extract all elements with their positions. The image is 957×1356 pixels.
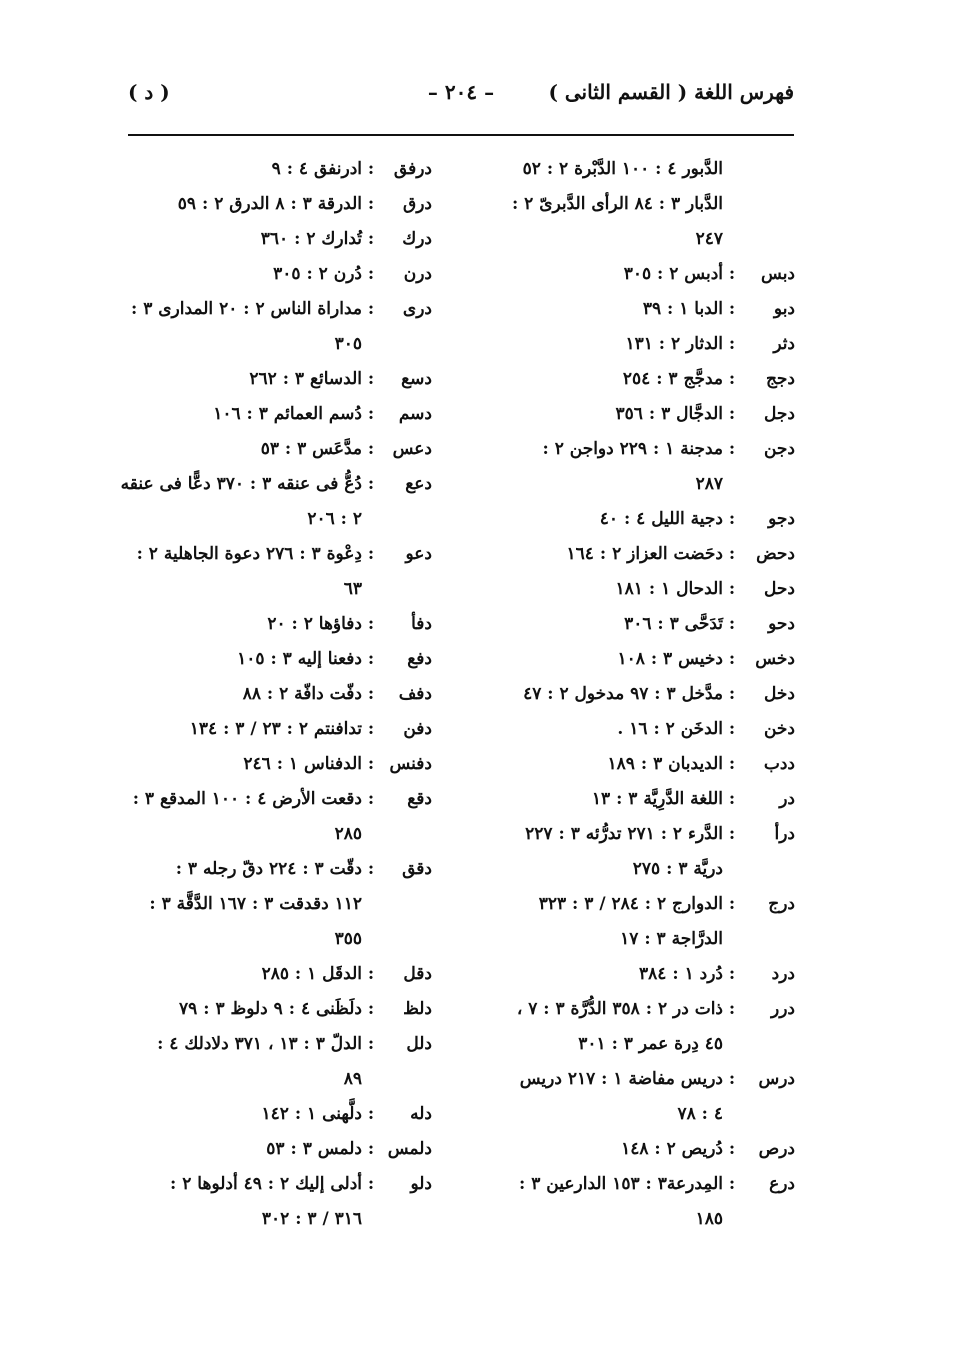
entry-separator: :: [367, 1104, 375, 1124]
index-entry: [92, 467, 432, 537]
entry-separator: :: [367, 999, 375, 1019]
entry-references: دفّت دافّة ٢ : ٨٨: [242, 684, 362, 704]
entry-references: أدلى إليك ٢ : ٤٩ أدلوها ٢ : ٣١٦ / ٣ : ٣٠٢: [170, 1174, 362, 1229]
index-entry: [92, 1097, 432, 1132]
entry-separator: :: [728, 509, 736, 529]
entry-separator: :: [367, 264, 375, 284]
index-entry: [460, 712, 795, 747]
index-entry: [92, 782, 432, 852]
entry-references: الدَّبار ٣ : ٨٤ الرأى الدَّبرىّ ٢ : ٢٤٧: [511, 194, 723, 249]
index-entry: [460, 1132, 795, 1167]
index-entry: [92, 292, 432, 362]
entry-references: الدخَن ٢ : ١٦ .: [617, 719, 723, 739]
entry-root: در: [779, 789, 795, 809]
entry-root: دحو: [768, 614, 795, 634]
entry-root: درى: [402, 299, 432, 319]
index-entry: [92, 992, 432, 1027]
entry-separator: :: [728, 404, 736, 424]
entry-references: مدَّخل ٣ : ٩٧ مدخول ٢ : ٤٧: [523, 684, 723, 704]
entry-references: دِعْوة ٣ : ٢٧٦ دعوة الجاهلية ٢ : ٦٣: [136, 544, 362, 599]
index-entry: [460, 817, 795, 887]
entry-root: دعع: [405, 474, 432, 494]
entry-separator: :: [728, 684, 736, 704]
entry-root: دخس: [755, 649, 795, 669]
entry-references: مدَّعَس ٣ : ٥٣: [260, 439, 362, 459]
index-entry: [460, 747, 795, 782]
entry-root: درس: [758, 1069, 795, 1089]
entry-separator: :: [367, 859, 375, 879]
entry-references: تُدارك ٢ : ٣٦٠: [260, 229, 362, 249]
entry-separator: :: [367, 299, 375, 319]
entry-references: دُرد ١ : ٣٨٤: [639, 964, 723, 984]
entry-separator: :: [728, 439, 736, 459]
entry-separator: :: [367, 614, 375, 634]
entry-references: دلمس ٣ : ٥٣: [266, 1139, 362, 1159]
index-entry: [460, 537, 795, 572]
index-entry: [92, 957, 432, 992]
index-entry: [460, 782, 795, 817]
entry-separator: :: [367, 439, 375, 459]
entry-references: دُعُّ فى عنقه ٣ : ٣٧٠ دعًّا فى عنقه ٢ : ٢٠٦: [120, 474, 362, 529]
index-entry: [92, 712, 432, 747]
entry-root: دله: [410, 1104, 432, 1124]
index-entry: [92, 747, 432, 782]
entry-root: دخل: [764, 684, 795, 704]
index-entry: [92, 257, 432, 292]
index-entry: [460, 362, 795, 397]
index-entry: [92, 362, 432, 397]
entry-separator: :: [728, 299, 736, 319]
entry-references: دُريص ٢ : ١٤٨: [621, 1139, 723, 1159]
entry-root: درن: [403, 264, 432, 284]
entry-root: دفن: [403, 719, 432, 739]
index-entry: [92, 537, 432, 607]
entry-separator: :: [728, 964, 736, 984]
entry-root: دثر: [773, 334, 795, 354]
entry-root: دفنس: [389, 754, 432, 774]
entry-separator: :: [728, 579, 736, 599]
left-column: [92, 152, 432, 1237]
entry-root: دسم: [398, 404, 432, 424]
entry-root: دجو: [768, 509, 795, 529]
entry-separator: :: [728, 789, 736, 809]
entry-references: دلَظَنى ٤ : ٩ دلوظ ٣ : ٧٩: [179, 999, 362, 1019]
entry-separator: :: [367, 684, 375, 704]
entry-separator: :: [728, 369, 736, 389]
entry-root: دبو: [773, 299, 795, 319]
index-entry: [460, 432, 795, 502]
entry-root: دلظ: [403, 999, 432, 1019]
entry-separator: :: [367, 159, 375, 179]
entry-root: دبس: [761, 264, 795, 284]
entry-separator: :: [728, 999, 736, 1019]
entry-separator: :: [728, 824, 736, 844]
entry-references: دُرن ٢ : ٣٠٥: [273, 264, 362, 284]
entry-references: الدثار ٢ : ١٣١: [625, 334, 723, 354]
entry-references: الدَّرء ٢ : ٢٧١ تدرُّئه ٣ : ٢٢٧ دريَّة ٣ : ٢٧٥: [525, 824, 723, 879]
entry-separator: :: [728, 894, 736, 914]
entry-separator: :: [367, 1034, 375, 1054]
page-number: – ٢٠٤ –: [427, 80, 495, 104]
index-entry: [460, 642, 795, 677]
entry-references: تَدَحَّى ٣ : ٣٠٦: [624, 614, 723, 634]
entry-separator: :: [728, 544, 736, 564]
index-entry: [460, 887, 795, 957]
entry-root: دفع: [407, 649, 432, 669]
entry-separator: :: [367, 229, 375, 249]
entry-references: ذات در ٢ : ٣٥٨ الدُّرَّة ٣ : ٧ ، ٤٥ دِرة عمر ٣ : ٣٠١: [516, 999, 723, 1054]
entry-separator: :: [367, 719, 375, 739]
entry-root: دعس: [392, 439, 432, 459]
index-entry: [460, 187, 795, 257]
index-entry: [92, 432, 432, 467]
entry-references: مدجَّج ٣ : ٢٥٤: [622, 369, 723, 389]
header-rule: [128, 134, 794, 136]
entry-root: دلو: [410, 1174, 432, 1194]
entry-root: دقق: [402, 859, 432, 879]
entry-references: مداراة الناس ٢ : ٢٠ المدارى ٣ : ٣٠٥: [130, 299, 362, 354]
entry-root: درج: [768, 894, 795, 914]
entry-references: الدجَّال ٣ : ٣٥٦: [615, 404, 723, 424]
entry-references: الدحال ١ : ١٨١: [615, 579, 723, 599]
entry-separator: :: [367, 649, 375, 669]
index-entry: [92, 1132, 432, 1167]
entry-references: تدافنتم ٢ : ٢٣ / ٣ : ١٣٤: [189, 719, 362, 739]
entry-references: دفعنا إليه ٣ : ١٠٥: [237, 649, 362, 669]
entry-root: درد: [771, 964, 795, 984]
index-entry: [460, 1167, 795, 1237]
entry-references: دُسم العمائم ٣ : ١٠٦: [213, 404, 362, 424]
index-entry: [460, 397, 795, 432]
entry-references: مدجنة ١ : ٢٢٩ دواجن ٢ : ٢٨٧: [542, 439, 723, 494]
entry-root: دلمس: [387, 1139, 432, 1159]
index-entry: [460, 257, 795, 292]
entry-separator: :: [728, 754, 736, 774]
entry-root: دعو: [405, 544, 432, 564]
entry-references: المِدرعة٣ : ١٥٣ الدارعين ٣ : ١٨٥: [519, 1174, 723, 1229]
entry-root: دقع: [407, 789, 432, 809]
entry-root: درق: [403, 194, 432, 214]
entry-separator: :: [728, 334, 736, 354]
entry-separator: :: [367, 964, 375, 984]
entry-root: دخن: [763, 719, 795, 739]
entry-separator: :: [367, 194, 375, 214]
entry-root: درص: [758, 1139, 795, 1159]
entry-references: أدبس ٢ : ٣٠٥: [623, 264, 723, 284]
index-entry: [460, 1062, 795, 1132]
entry-separator: :: [728, 264, 736, 284]
index-entry: [92, 642, 432, 677]
entry-references: دقّت ٣ : ٢٢٤ دقّ رجله ٣ : ١١٢ دقدقت ٣ : ١٦٧ الدَّقَّة ٣ : ٣٥٥: [149, 859, 362, 949]
index-entry: [460, 572, 795, 607]
entry-references: دلَّهنى ١ : ١٤٢: [261, 1104, 362, 1124]
entry-references: الدلّ ٣ : ١٣ ، ٣٧١ دلادلك ٤ : ٨٩: [157, 1034, 362, 1089]
entry-root: دفأ: [411, 614, 432, 634]
header-title: فهرس اللغة ( القسم الثانى ): [548, 80, 794, 104]
entry-references: الدسائع ٣ : ٢٦٢: [249, 369, 362, 389]
entry-separator: :: [367, 754, 375, 774]
entry-separator: :: [367, 474, 375, 494]
entry-separator: :: [367, 544, 375, 564]
entry-references: دريس مفاضة ١ : ٢١٧ دريس ٤ : ٧٨: [519, 1069, 723, 1124]
index-entry: [92, 1167, 432, 1237]
entry-root: درر: [771, 999, 795, 1019]
index-entry: [460, 502, 795, 537]
index-entry: [460, 152, 795, 187]
index-entry: [92, 852, 432, 957]
index-entry: [460, 607, 795, 642]
entry-root: درفق: [393, 159, 432, 179]
entry-separator: :: [728, 1139, 736, 1159]
index-entry: [460, 957, 795, 992]
entry-separator: :: [367, 404, 375, 424]
index-entry: [92, 187, 432, 222]
entry-references: اللغة الدَّرِيَّة ٣ : ١٣: [591, 789, 723, 809]
index-entry: [92, 397, 432, 432]
index-entry: [92, 222, 432, 257]
entry-root: دحض: [756, 544, 795, 564]
index-entry: [460, 292, 795, 327]
entry-references: الدَّبور ٤ : ١٠٠ الدَّبْرة ٢ : ٥٢: [522, 159, 723, 179]
entry-references: الدرقة ٣ : ٨ الدرق ٢ : ٥٩: [177, 194, 362, 214]
index-entry: [460, 992, 795, 1062]
entry-separator: :: [367, 1139, 375, 1159]
section-letter: ( د ): [128, 80, 170, 104]
index-entry: [92, 677, 432, 712]
entry-separator: :: [728, 614, 736, 634]
index-entry: [460, 677, 795, 712]
index-entry: [92, 152, 432, 187]
entry-separator: :: [728, 1069, 736, 1089]
entry-root: دسع: [401, 369, 432, 389]
entry-separator: :: [367, 789, 375, 809]
entry-root: دجج: [765, 369, 795, 389]
entry-references: دقعت الأرض ٤ : ١٠٠ المدقع ٣ : ٢٨٥: [132, 789, 362, 844]
entry-root: دجل: [764, 404, 795, 424]
entry-root: دجن: [763, 439, 795, 459]
index-entry: [460, 327, 795, 362]
entry-root: دفف: [398, 684, 432, 704]
entry-separator: :: [367, 1174, 375, 1194]
entry-references: الدفناس ١ : ٢٤٦: [243, 754, 362, 774]
entry-root: درك: [402, 229, 432, 249]
entry-references: الدقَل ١ : ٢٨٥: [261, 964, 362, 984]
entry-references: دفاؤها ٢ : ٢٠: [267, 614, 362, 634]
entry-root: دلل: [406, 1034, 432, 1054]
entry-separator: :: [728, 1174, 736, 1194]
entry-separator: :: [367, 369, 375, 389]
entry-references: الدوارج ٢ : ٢٨٤ / ٣ : ٣٢٣ الدرَّاجة ٣ : ١٧: [538, 894, 723, 949]
entry-root: ددب: [763, 754, 795, 774]
entry-references: دخيس ٣ : ١٠٨: [617, 649, 723, 669]
entry-root: درع: [769, 1174, 795, 1194]
entry-references: ادرنفق ٤ : ٩: [271, 159, 362, 179]
entry-separator: :: [728, 719, 736, 739]
entry-references: دجية الليل ٤ : ٤٠: [599, 509, 723, 529]
entry-references: الديدبان ٣ : ١٨٩: [607, 754, 723, 774]
index-entry: [92, 1027, 432, 1097]
entry-separator: :: [728, 649, 736, 669]
entry-references: دحَضت العزاز ٢ : ١٦٤: [566, 544, 723, 564]
page-header: [128, 80, 794, 114]
entry-references: الدبا ١ : ٣٩: [642, 299, 723, 319]
entry-root: دحل: [764, 579, 795, 599]
index-entry: [92, 607, 432, 642]
right-column: [460, 152, 795, 1237]
entry-root: درأ: [774, 824, 795, 844]
entry-root: دقل: [403, 964, 432, 984]
